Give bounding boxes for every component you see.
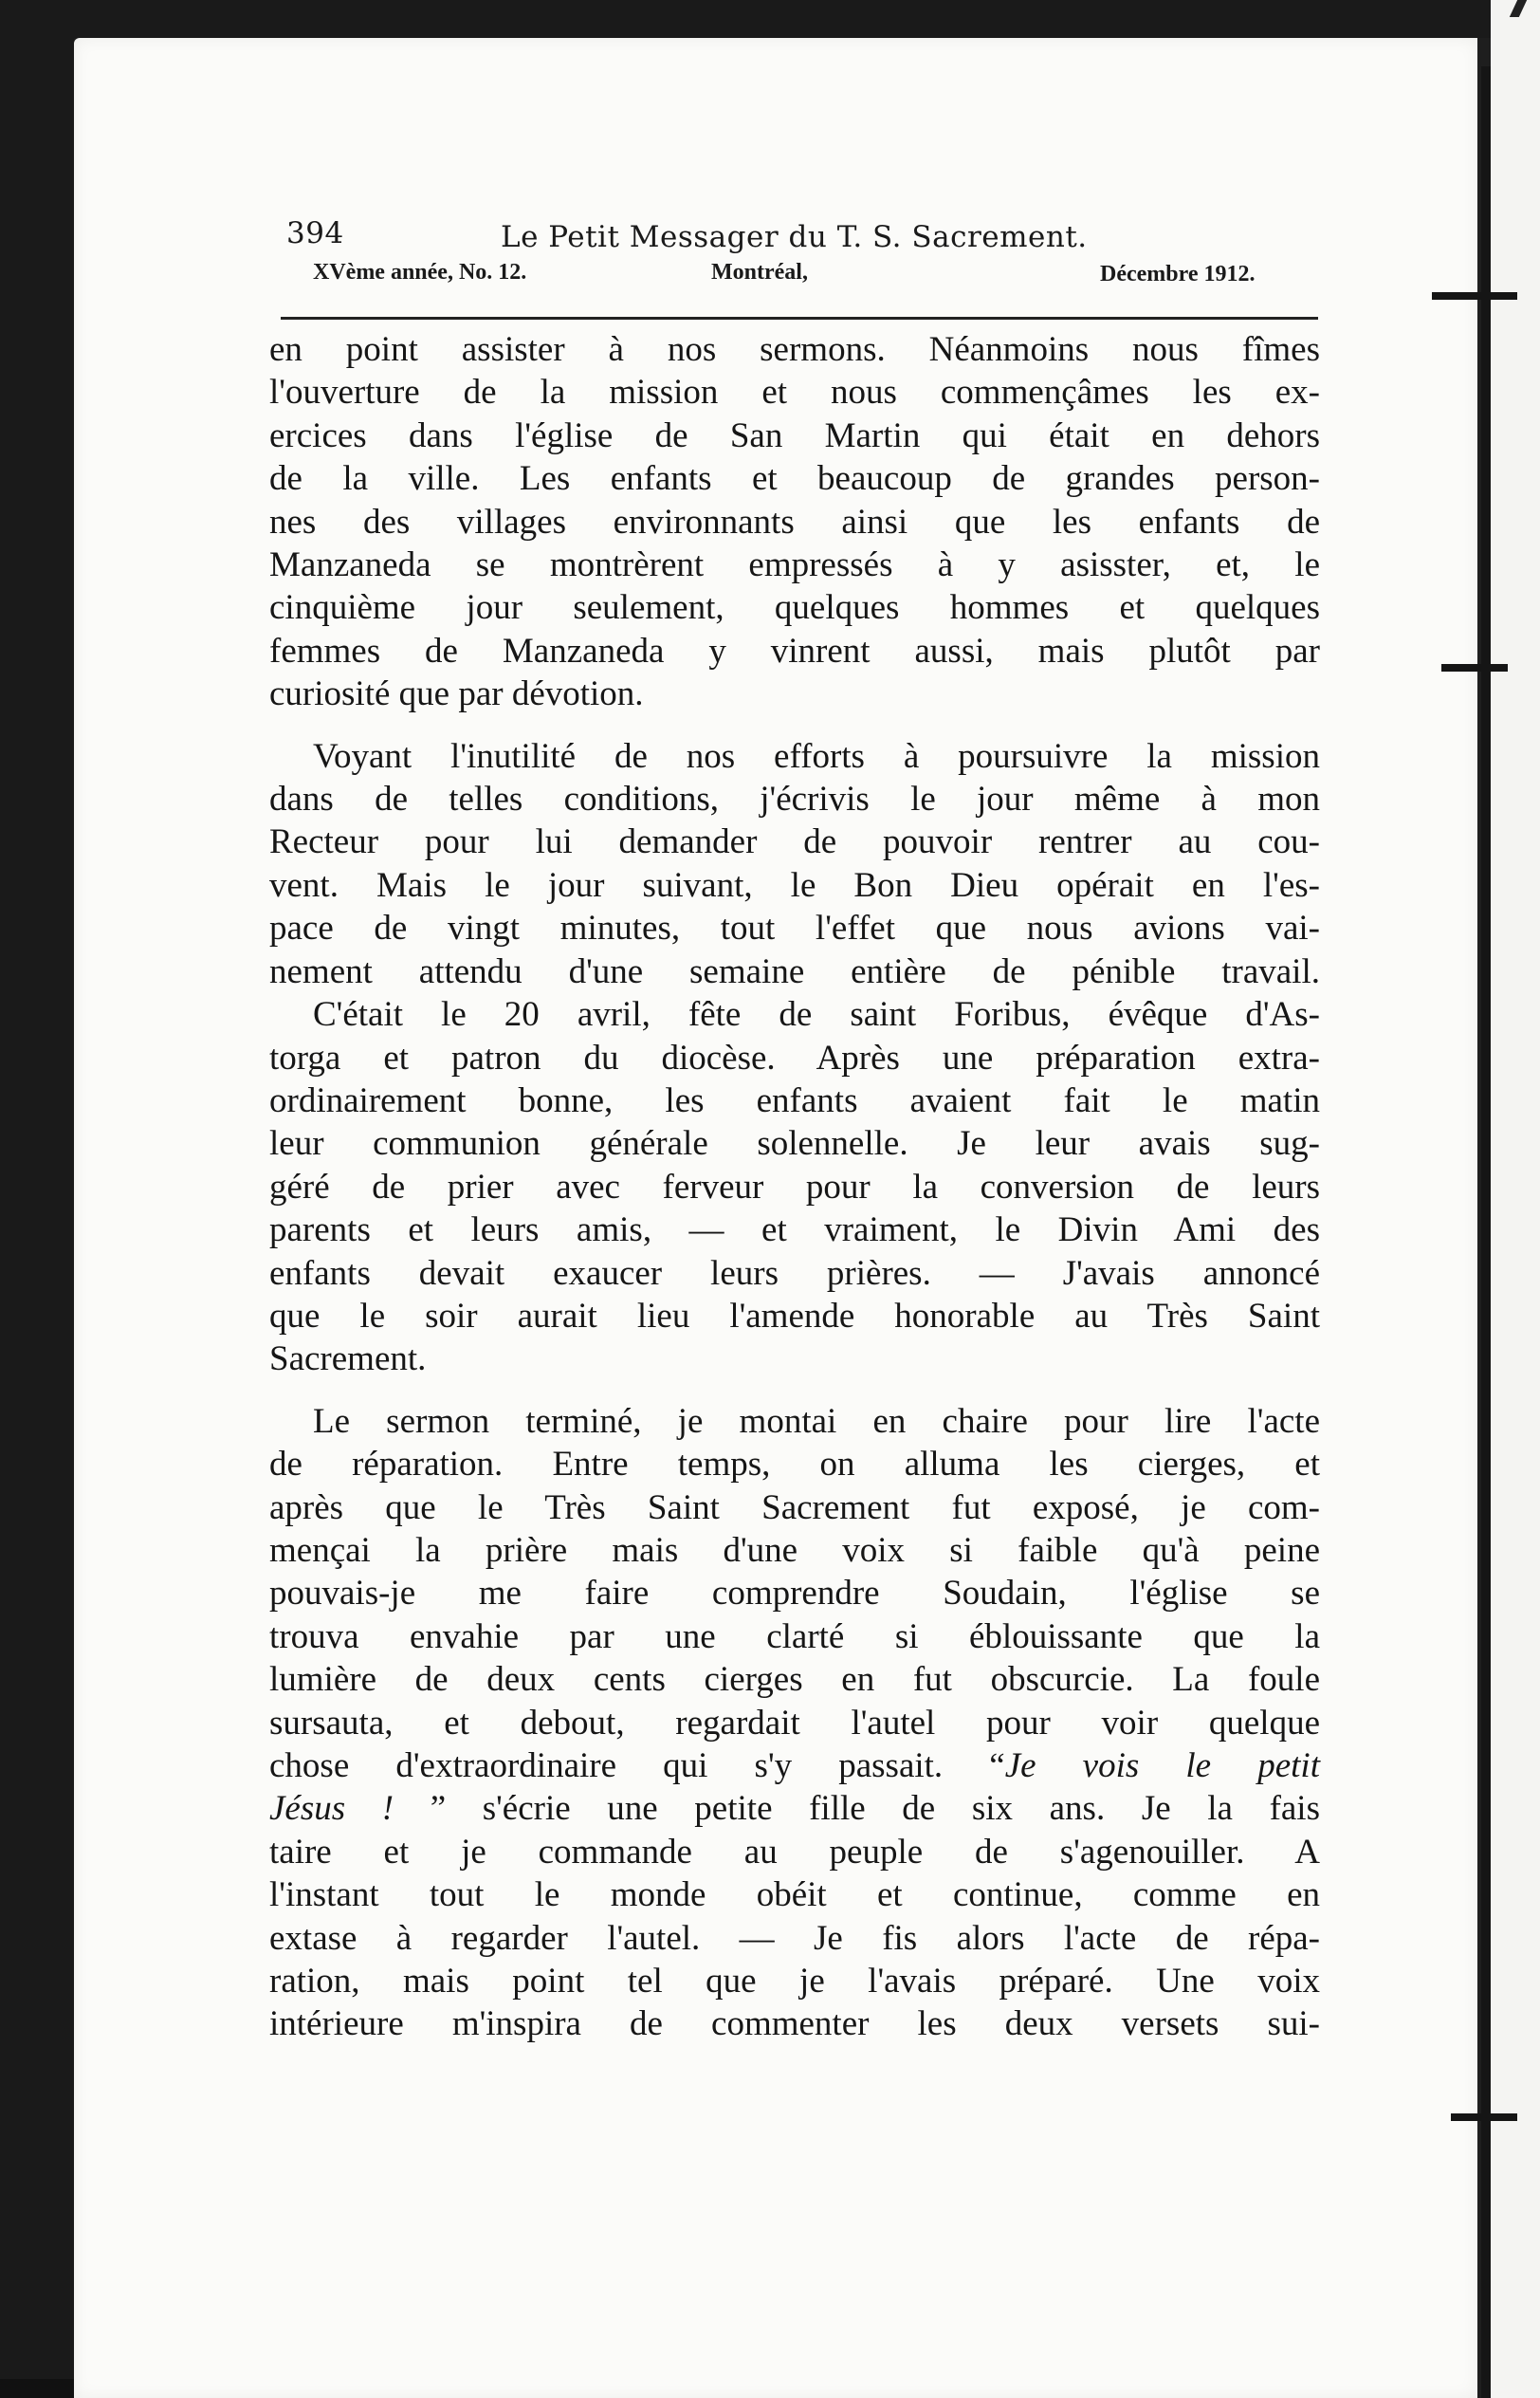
- paragraph-1: [269, 328, 1320, 716]
- text-line-with-quote: [269, 1787, 1320, 1830]
- text-line: trouva envahie par une clarté si éblouissante que la: [269, 1616, 1320, 1656]
- text-line: l'instant tout le monde obéit et continue, comme en: [269, 1875, 1320, 1915]
- text-line: curiosité que par dévotion.: [269, 674, 644, 714]
- text-line: nes des villages environnants ainsi que les enfants de: [269, 502, 1320, 542]
- publication-date: Décembre 1912.: [1100, 262, 1256, 286]
- text-segment: ” s'écrie une petite fille de six ans. Je la fais: [394, 1789, 1320, 1829]
- text-line: Le sermon terminé, je montai en chaire pour lire l'acte: [313, 1401, 1320, 1441]
- quoted-speech-italic: Je vois le petit: [1004, 1746, 1320, 1785]
- running-header: [284, 216, 1328, 292]
- text-line: géré de prier avec ferveur pour la conversion de leurs: [269, 1167, 1320, 1207]
- text-line: leur communion générale solennelle. Je leur avais sug-: [269, 1124, 1320, 1164]
- spine-tick-mark: [1441, 664, 1508, 672]
- text-line: torga et patron du diocèse. Après une préparation extra-: [269, 1038, 1320, 1078]
- text-line: ercices dans l'église de San Martin qui était en dehors: [269, 415, 1320, 455]
- facing-page-edge: [1491, 0, 1540, 2398]
- text-line: pouvais-je me faire comprendre Soudain, l'église se: [269, 1574, 1320, 1614]
- text-line: intérieure m'inspira de commenter les deux versets sui-: [269, 2004, 1320, 2044]
- scan-border-left: [0, 0, 74, 2398]
- paragraph-3: [269, 993, 1320, 1381]
- text-line: parents et leurs amis, — et vraiment, le Divin Ami des: [269, 1210, 1320, 1250]
- text-line: taire et je commande au peuple de s'agenouiller. A: [269, 1832, 1320, 1872]
- journal-title: Le Petit Messager du T. S. Sacrement.: [501, 220, 1088, 254]
- issue-number: XVème année, No. 12.: [313, 260, 527, 285]
- spine-tick-mark: [1432, 292, 1517, 300]
- header-title-line: [284, 216, 1328, 260]
- header-issue-line: [284, 260, 1328, 292]
- text-line: Voyant l'inutilité de nos efforts à poursuivre la mission: [313, 736, 1320, 776]
- text-line: sursauta, et debout, regardait l'autel pour voir quelque: [269, 1703, 1320, 1743]
- text-line: Recteur pour lui demander de pouvoir rentrer au cou-: [269, 822, 1320, 862]
- text-line: femmes de Manzaneda y vinrent aussi, mais plutôt par: [269, 631, 1320, 671]
- scan-border-top: [0, 0, 1491, 38]
- text-line: vent. Mais le jour suivant, le Bon Dieu opérait en l'es-: [269, 865, 1320, 905]
- spine-tick-mark: [1451, 2113, 1517, 2121]
- text-line: de la ville. Les enfants et beaucoup de grandes person-: [269, 459, 1320, 499]
- text-segment: chose d'extraordinaire qui s'y passait. “: [269, 1746, 1005, 1785]
- book-spine: [1481, 66, 1491, 2398]
- text-line: Sacrement.: [269, 1339, 427, 1379]
- article-body: [269, 328, 1320, 2046]
- scan-border-bottom: [0, 2379, 74, 2398]
- text-line: nement attendu d'une semaine entière de pénible travail.: [269, 951, 1320, 991]
- text-line: ordinairement bonne, les enfants avaient fait le matin: [269, 1080, 1320, 1120]
- text-line: enfants devait exaucer leurs prières. — J'avais annoncé: [269, 1253, 1320, 1293]
- text-line: mençai la prière mais d'une voix si faible qu'à peine: [269, 1530, 1320, 1570]
- text-line: Manzaneda se montrèrent empressés à y asisster, et, le: [269, 545, 1320, 585]
- paragraph-4: [269, 1400, 1320, 2046]
- text-line: extase à regarder l'autel. — Je fis alors l'acte de répa-: [269, 1918, 1320, 1958]
- text-line-with-quote: [269, 1744, 1320, 1787]
- header-rule: [281, 317, 1318, 320]
- text-line: pace de vingt minutes, tout l'effet que nous avions vai-: [269, 909, 1320, 949]
- quoted-speech-italic: Jésus !: [269, 1789, 394, 1829]
- text-line: après que le Très Saint Sacrement fut exposé, je com-: [269, 1487, 1320, 1527]
- paragraph-2: [269, 735, 1320, 993]
- text-line: l'ouverture de la mission et nous commençâmes les ex-: [269, 373, 1320, 413]
- text-line: cinquième jour seulement, quelques hommes et quelques: [269, 588, 1320, 628]
- text-line: C'était le 20 avril, fête de saint Foribus, évêque d'As-: [313, 995, 1320, 1035]
- text-line: que le soir aurait lieu l'amende honorable au Très Saint: [269, 1296, 1320, 1336]
- text-line: lumière de deux cents cierges en fut obscurcie. La foule: [269, 1660, 1320, 1700]
- text-line: ration, mais point tel que je l'avais préparé. Une voix: [269, 1962, 1320, 2001]
- page-number: 394: [286, 216, 344, 250]
- publication-city: Montréal,: [711, 260, 808, 285]
- text-line: dans de telles conditions, j'écrivis le jour même à mon: [269, 780, 1320, 820]
- text-line: en point assister à nos sermons. Néanmoins nous fîmes: [269, 330, 1320, 369]
- text-line: de réparation. Entre temps, on alluma les cierges, et: [269, 1445, 1320, 1485]
